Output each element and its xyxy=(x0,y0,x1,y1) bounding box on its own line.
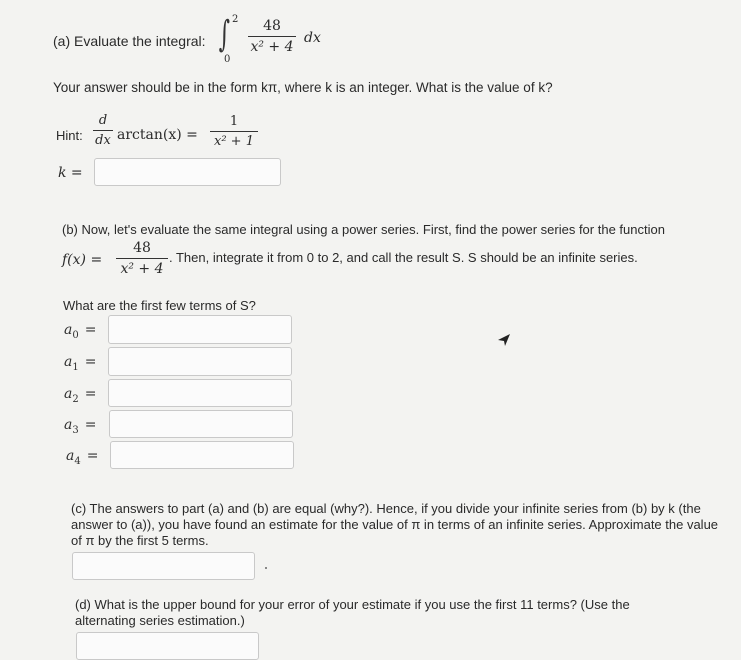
term-a0-input[interactable] xyxy=(108,315,292,344)
term-a4-input[interactable] xyxy=(110,441,294,469)
term-label: $a_1$ = xyxy=(64,354,97,373)
part-a-instruction: Your answer should be in the form kπ, where k is an integer. What is the value of k? xyxy=(53,80,553,95)
integrand-fraction xyxy=(248,18,296,55)
pi-estimate-input[interactable] xyxy=(72,552,255,580)
integral-lower-limit: 0 xyxy=(224,54,231,65)
integrand-denominator: x² + 4 xyxy=(250,39,294,55)
part-b-intro: (b) Now, let's evaluate the same integral using a power series. First, find the power series for the function xyxy=(62,222,665,237)
hint-rhs-denominator: x² + 1 xyxy=(214,134,254,149)
hint-d: d xyxy=(98,113,108,128)
f-label: f(x) = xyxy=(62,252,103,268)
term-label: $a_0$ = xyxy=(64,322,97,341)
part-b-integrate-text: . Then, integrate it from 0 to 2, and call the result S. S should be an infinite series. xyxy=(169,250,638,265)
part-c-text: (c) The answers to part (a) and (b) are equal (why?). Hence, if you divide your infinite series from (b) by k (the answer to (a)), you have found an estimate for the value of π in terms of an infinite series. Approximate the value of π by the first 5 terms. xyxy=(71,501,719,548)
term-label: $a_3$ = xyxy=(64,417,97,436)
fraction-bar xyxy=(93,130,113,131)
term-a2-input[interactable] xyxy=(108,379,292,407)
period-mark xyxy=(265,567,267,569)
f-fraction xyxy=(116,240,168,277)
term-label: $a_4$ = xyxy=(66,448,99,467)
part-a-label: (a) Evaluate the integral: xyxy=(53,33,206,49)
term-a1-input[interactable] xyxy=(108,347,292,376)
integral-sign: ∫ xyxy=(218,14,231,55)
k-label: k = xyxy=(58,165,83,181)
part-b-question: What are the first few terms of S? xyxy=(63,298,256,313)
term-label: $a_2$ = xyxy=(64,386,97,405)
hint-derivative-operator xyxy=(93,113,113,148)
hint-arctan: arctan(x) = xyxy=(117,127,198,143)
hint-rhs-numerator: 1 xyxy=(229,114,239,129)
mouse-cursor-icon xyxy=(498,334,510,349)
fraction-bar xyxy=(210,131,258,132)
hint-dx: dx xyxy=(95,133,111,148)
hint-label: Hint: xyxy=(56,128,83,143)
fraction-bar xyxy=(116,258,168,259)
f-denominator: x² + 4 xyxy=(120,261,164,277)
error-bound-input[interactable] xyxy=(76,632,259,660)
part-d-text: (d) What is the upper bound for your error of your estimate if you use the first 11 terms? (Use the alternating series estimation.) xyxy=(75,597,630,628)
f-numerator: 48 xyxy=(133,240,151,256)
hint-rhs-fraction xyxy=(210,114,258,149)
integrand-numerator: 48 xyxy=(263,18,281,34)
k-answer-input[interactable] xyxy=(94,158,281,186)
term-a3-input[interactable] xyxy=(109,410,293,438)
fraction-bar xyxy=(248,36,296,37)
integral-dx: dx xyxy=(304,30,321,46)
integral-upper-limit: 2 xyxy=(232,14,239,25)
